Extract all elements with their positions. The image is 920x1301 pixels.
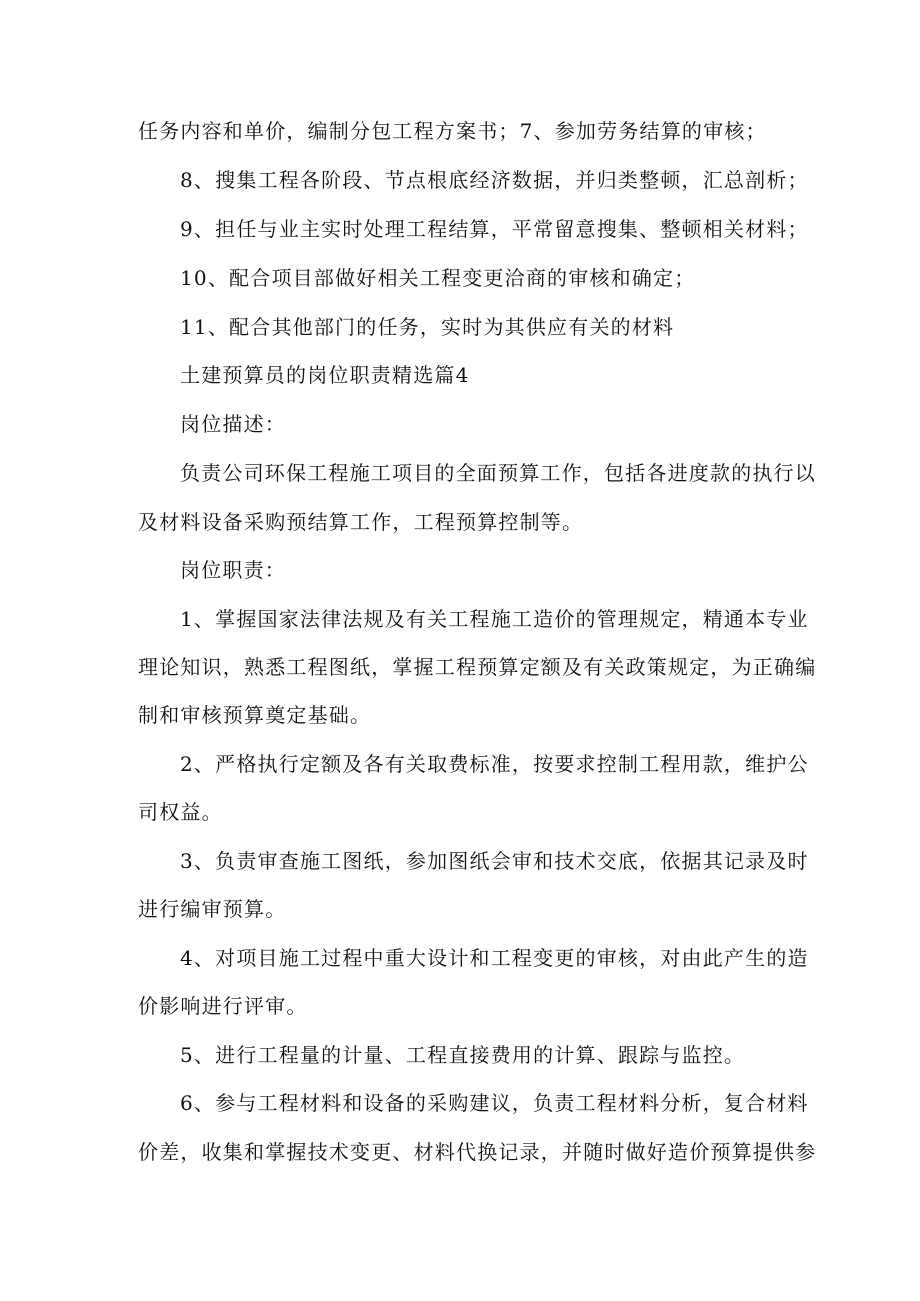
- duty-item-3-cont: 进行编审预算。: [138, 897, 287, 921]
- paragraph-line: 负责公司环保工程施工项目的全面预算工作，包括各进度款的执行以: [180, 461, 816, 485]
- duty-item-5: 5、进行工程量的计量、工程直接费用的计算、跟踪与监控。: [180, 1043, 746, 1067]
- list-item-10: 10、配合项目部做好相关工程变更洽商的审核和确定；: [180, 266, 696, 290]
- subheading-description: 岗位描述：: [180, 412, 286, 436]
- list-item-11: 11、配合其他部门的任务，实时为其供应有关的材料: [180, 315, 675, 339]
- duty-item-6: 6、参与工程材料和设备的采购建议，负责工程材料分析，复合材料: [180, 1091, 809, 1115]
- paragraph-line: 及材料设备采购预结算工作，工程预算控制等。: [138, 510, 584, 534]
- duty-item-3: 3、负责审查施工图纸，参加图纸会审和技术交底，依据其记录及时: [180, 849, 809, 873]
- section-heading: 土建预算员的岗位职责精选篇4: [180, 363, 470, 387]
- list-item-9: 9、担任与业主实时处理工程结算，平常留意搜集、整顿相关材料；: [180, 217, 809, 241]
- duty-item-1: 1、掌握国家法律法规及有关工程施工造价的管理规定，精通本专业: [180, 607, 809, 631]
- duty-item-2: 2、严格执行定额及各有关取费标准，按要求控制工程用款，维护公: [180, 752, 809, 776]
- duty-item-2-cont: 司权益。: [138, 800, 223, 824]
- duty-item-4-cont: 价影响进行评审。: [138, 994, 308, 1018]
- text-line: 任务内容和单价，编制分包工程方案书；7、参加劳务结算的审核；: [138, 119, 767, 143]
- subheading-duties: 岗位职责：: [180, 558, 286, 582]
- list-item-8: 8、搜集工程各阶段、节点根底经济数据，并归类整顿，汇总剖析；: [180, 168, 809, 192]
- duty-item-1-cont: 制和审核预算奠定基础。: [138, 703, 372, 727]
- duty-item-1-cont: 理论知识，熟悉工程图纸，掌握工程预算定额及有关政策规定，为正确编: [138, 655, 817, 679]
- duty-item-6-cont: 价差，收集和掌握技术变更、材料代换记录，并随时做好造价预算提供参: [138, 1140, 817, 1164]
- duty-item-4: 4、对项目施工过程中重大设计和工程变更的审核，对由此产生的造: [180, 946, 809, 970]
